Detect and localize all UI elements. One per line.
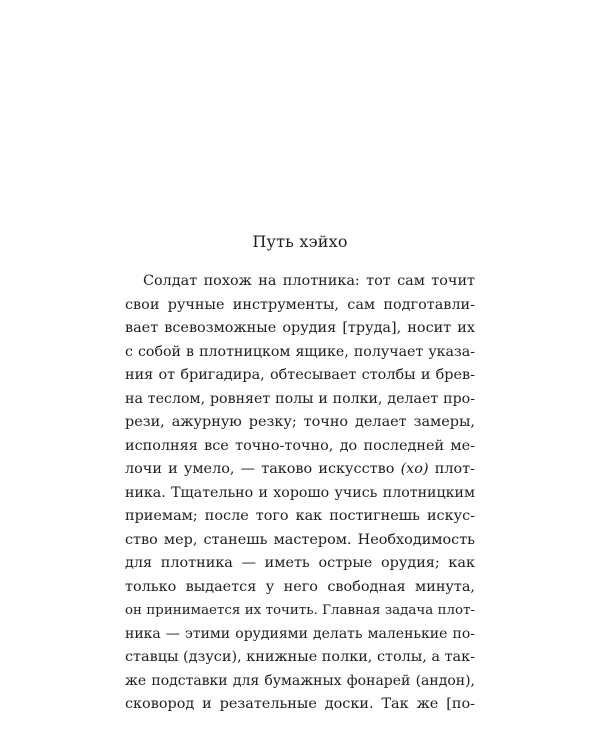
text-line <box>125 458 475 482</box>
text-line: на теслом, ровняет полы и полки, делает про- <box>125 390 475 407</box>
text-line: же подставки для бумажных фонарей (андон), <box>125 672 475 689</box>
text-line: ния от бригадира, обтесывает столбы и брев- <box>125 367 475 383</box>
body-text <box>125 270 475 717</box>
text-line: исполняя все точно-точно, до последней ме- <box>125 437 475 454</box>
text-line: только выдается у него свободная минута, <box>125 578 475 595</box>
text-line: ство мер, станешь мастером. Необходимость <box>125 531 475 548</box>
text-line: ставцы (дзуси), книжные полки, столы, а так- <box>125 649 475 665</box>
italic-term: (хо) <box>400 461 429 477</box>
text-line: он принимается их точить. Главная задача плот- <box>125 603 475 618</box>
text-line: Солдат похож на плотника: тот сам точит <box>143 273 475 289</box>
text-segment: лочи и умело, — таково искусство <box>125 461 401 477</box>
text-line: вает всевозможные орудия [труда], носит их <box>125 320 475 336</box>
text-line: приемам; после того как постигнешь искус- <box>125 508 475 524</box>
text-line: ника. Тщательно и хорошо учись плотницким <box>125 484 475 501</box>
text-line: свои ручные инструменты, сам подготавли- <box>125 296 475 313</box>
text-line: с собой в плотницком ящике, получает указа- <box>125 343 475 360</box>
text-line: сковород и резательные доски. Так же [по- <box>125 696 475 712</box>
chapter-title: Путь хэйхо <box>252 232 348 251</box>
text-line: ника — этими орудиями делать маленькие по- <box>125 625 475 642</box>
text-segment: плот- <box>428 461 475 477</box>
text-line: рези, ажурную резку; точно делает замеры, <box>125 414 475 430</box>
text-line: для плотника — иметь острые орудия; как <box>125 555 475 571</box>
